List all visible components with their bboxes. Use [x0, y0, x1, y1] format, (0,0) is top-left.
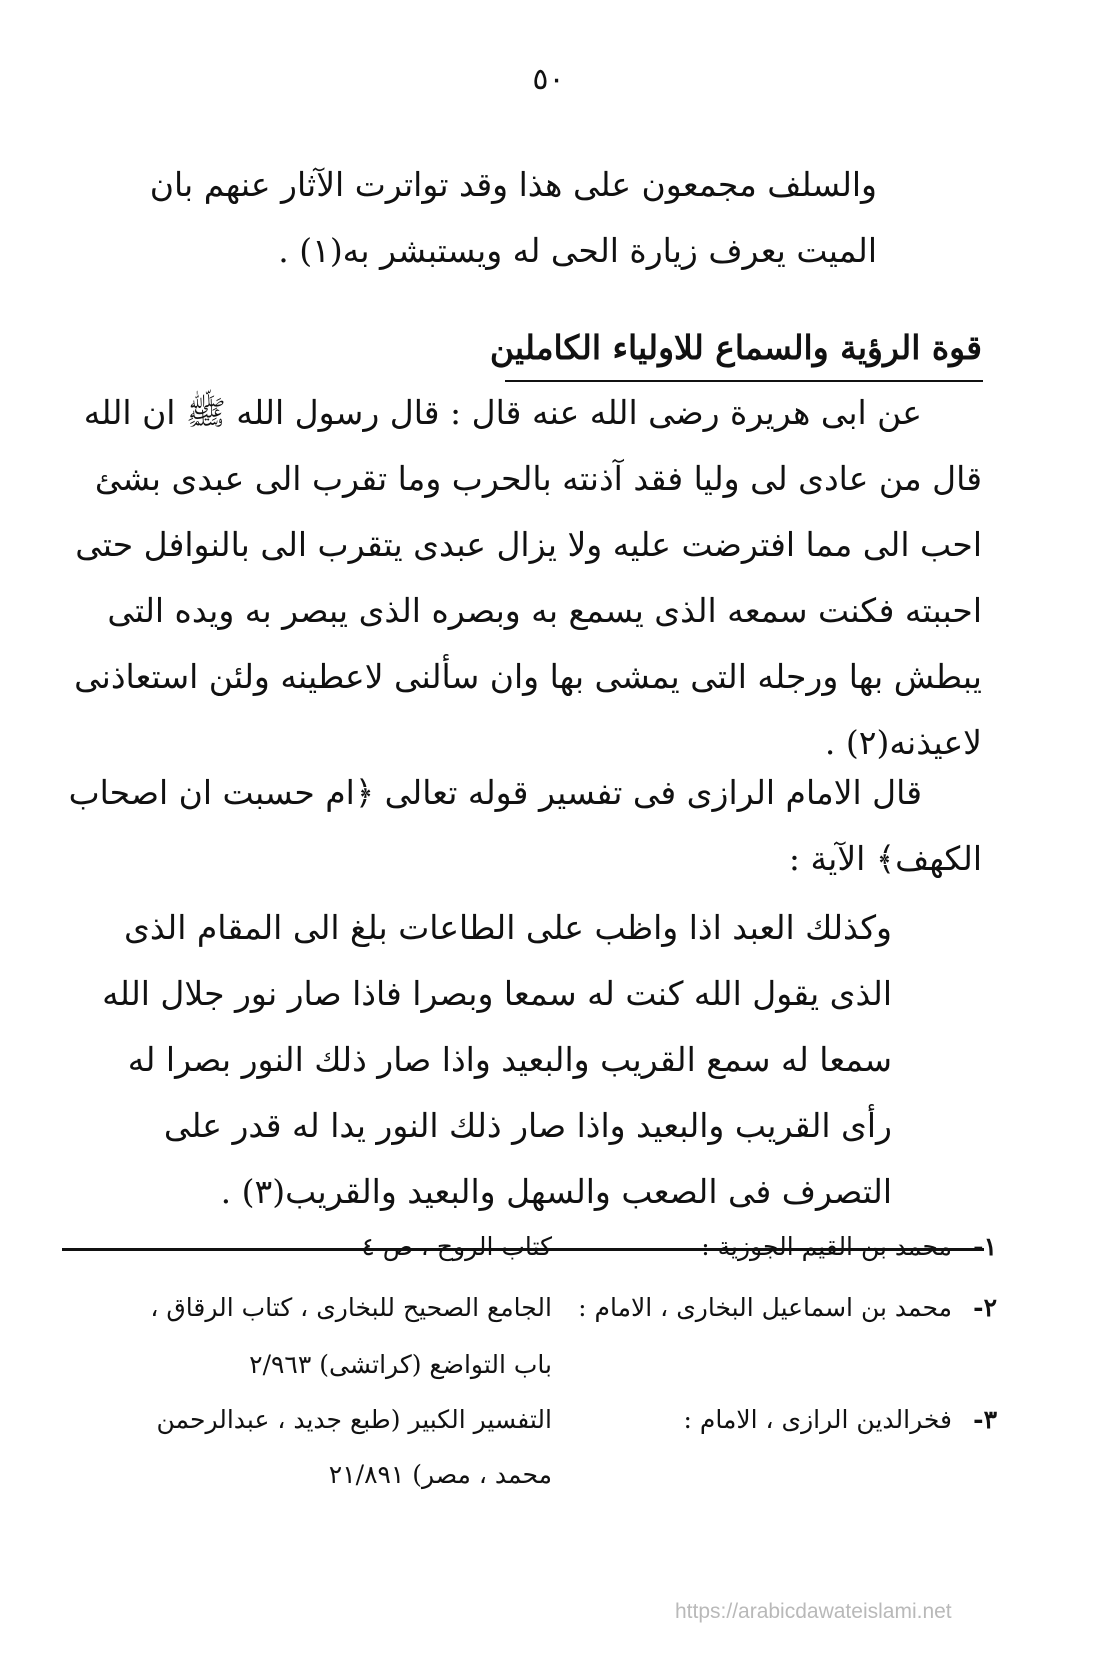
text-line: رأى القريب والبعيد واذا صار ذلك النور يدا له قدر على [163, 1106, 892, 1145]
text-line: يبطش بها ورجله التى يمشى بها وان سألنى لاعطينه ولئن استعاذنى [74, 657, 982, 696]
footnote-3-source-cont: محمد ، مصر) ٢١/٨٩١ [328, 1460, 552, 1489]
text-line: وكذلك العبد اذا واظب على الطاعات بلغ الى المقام الذى [123, 908, 892, 947]
footnote-2-source-cont: باب التواضع (كراتشى) ٢/٩٦٣ [249, 1350, 552, 1379]
text-line: الميت يعرف زيارة الحى له ويستبشر به(١) . [278, 231, 877, 270]
text-line: احببته فكنت سمعه الذى يسمع به وبصره الذى يبصر به ويده التى [107, 591, 982, 630]
hadith-paragraph [74, 380, 982, 776]
razi-intro-paragraph [68, 760, 982, 892]
footnote-2-source: الجامع الصحيح للبخارى ، كتاب الرقاق ، [150, 1293, 552, 1322]
top-paragraph [149, 152, 877, 284]
text-line: الذى يقول الله كنت له سمعا وبصرا فاذا صار نور جلال الله [102, 974, 892, 1013]
footnote-1-author: محمد بن القيم الجوزية : [701, 1232, 952, 1261]
footnote-3-source: التفسير الكبير (طبع جديد ، عبدالرحمن [156, 1405, 552, 1434]
footnote-2-author: محمد بن اسماعيل البخارى ، الامام : [578, 1293, 952, 1322]
text-line: سمعا له سمع القريب والبعيد واذا صار ذلك النور بصرا له [127, 1040, 892, 1079]
text-line: عن ابى هريرة رضى الله عنه قال : قال رسول الله ﷺ ان الله [83, 393, 922, 432]
text-line: احب الى مما افترضت عليه ولا يزال عبدى يتقرب الى بالنوافل حتى [75, 525, 982, 564]
text-line: والسلف مجمعون على هذا وقد تواترت الآثار عنهم بان [149, 165, 877, 204]
footnote-3-author: فخرالدين الرازى ، الامام : [683, 1405, 952, 1434]
footnote-number: ١- [973, 1232, 997, 1261]
text-line: قال من عادى لى وليا فقد آذنته بالحرب وما تقرب الى عبدى بشئ [94, 459, 982, 498]
footnote-number: ٣- [973, 1405, 997, 1434]
footnote-3-number [973, 1405, 997, 1434]
footnote-number: ٢- [973, 1293, 997, 1322]
text-line: لاعيذنه(٢) . [824, 723, 982, 762]
footnote-2-number [973, 1293, 997, 1322]
text-line: قال الامام الرازى فى تفسير قوله تعالى ﴿ام حسبت ان اصحاب [68, 773, 922, 812]
footnote-1-source: كتاب الروح ، ص ٤ [361, 1232, 552, 1261]
quote-paragraph [102, 895, 892, 1225]
page-number: ٥٠ [532, 62, 565, 97]
section-heading: قوة الرؤية والسماع للاولياء الكاملين [489, 328, 982, 367]
text-line: الكهف﴾ الآية : [788, 839, 982, 878]
text-line: التصرف فى الصعب والسهل والبعيد والقريب(٣) . [220, 1172, 892, 1211]
footnote-1-number [973, 1232, 997, 1261]
watermark-url: https://arabicdawateislami.net [675, 1600, 952, 1623]
